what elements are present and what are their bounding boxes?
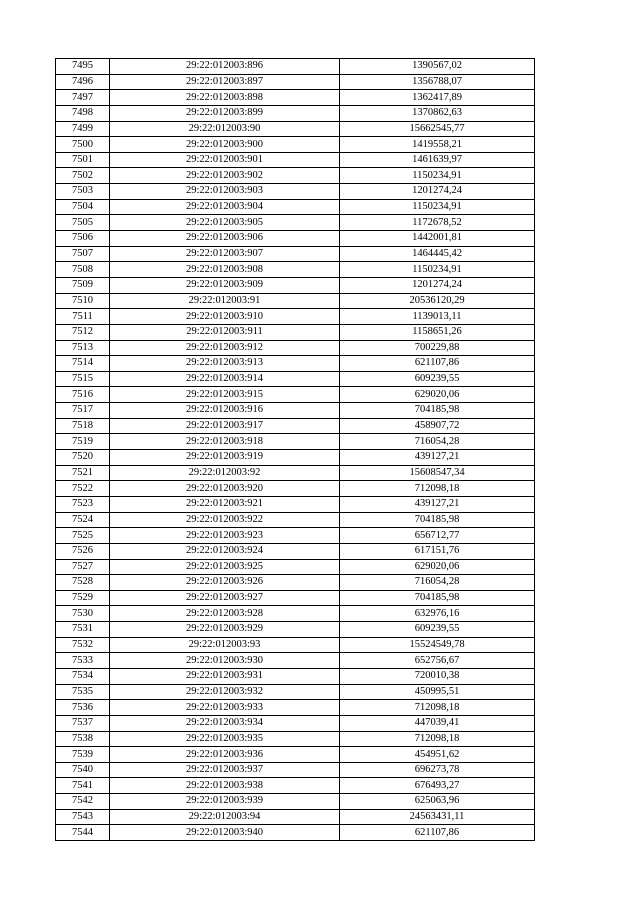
value-cell: 700229,88 xyxy=(340,340,535,356)
value-cell: 712098,18 xyxy=(340,481,535,497)
cadastral-number-cell: 29:22:012003:937 xyxy=(110,762,340,778)
value-cell: 629020,06 xyxy=(340,387,535,403)
table-row xyxy=(56,637,535,653)
cadastral-number-cell: 29:22:012003:898 xyxy=(110,90,340,106)
cadastral-number-cell: 29:22:012003:900 xyxy=(110,137,340,153)
value-cell: 439127,21 xyxy=(340,496,535,512)
value-cell: 1442001,81 xyxy=(340,231,535,247)
cadastral-number-cell: 29:22:012003:93 xyxy=(110,637,340,653)
table-row xyxy=(56,747,535,763)
table-row xyxy=(56,340,535,356)
value-cell: 24563431,11 xyxy=(340,809,535,825)
value-cell: 704185,98 xyxy=(340,403,535,419)
table-row xyxy=(56,199,535,215)
row-number-cell: 7506 xyxy=(56,231,110,247)
table-row xyxy=(56,528,535,544)
cadastral-number-cell: 29:22:012003:902 xyxy=(110,168,340,184)
cadastral-number-cell: 29:22:012003:933 xyxy=(110,700,340,716)
value-cell: 1158651,26 xyxy=(340,324,535,340)
row-number-cell: 7495 xyxy=(56,59,110,75)
cadastral-number-cell: 29:22:012003:929 xyxy=(110,622,340,638)
cadastral-number-cell: 29:22:012003:924 xyxy=(110,543,340,559)
table-row xyxy=(56,262,535,278)
cadastral-number-cell: 29:22:012003:906 xyxy=(110,231,340,247)
table-row xyxy=(56,496,535,512)
row-number-cell: 7537 xyxy=(56,715,110,731)
row-number-cell: 7529 xyxy=(56,590,110,606)
row-number-cell: 7535 xyxy=(56,684,110,700)
row-number-cell: 7505 xyxy=(56,215,110,231)
cadastral-number-cell: 29:22:012003:915 xyxy=(110,387,340,403)
row-number-cell: 7497 xyxy=(56,90,110,106)
table-row xyxy=(56,168,535,184)
row-number-cell: 7503 xyxy=(56,184,110,200)
table-row xyxy=(56,418,535,434)
row-number-cell: 7521 xyxy=(56,465,110,481)
table-row xyxy=(56,762,535,778)
value-cell: 1201274,24 xyxy=(340,277,535,293)
cadastral-number-cell: 29:22:012003:921 xyxy=(110,496,340,512)
row-number-cell: 7500 xyxy=(56,137,110,153)
cadastral-number-cell: 29:22:012003:908 xyxy=(110,262,340,278)
row-number-cell: 7534 xyxy=(56,668,110,684)
row-number-cell: 7523 xyxy=(56,496,110,512)
value-cell: 1201274,24 xyxy=(340,184,535,200)
cadastral-number-cell: 29:22:012003:91 xyxy=(110,293,340,309)
row-number-cell: 7538 xyxy=(56,731,110,747)
row-number-cell: 7526 xyxy=(56,543,110,559)
row-number-cell: 7532 xyxy=(56,637,110,653)
table-row xyxy=(56,684,535,700)
cadastral-number-cell: 29:22:012003:939 xyxy=(110,794,340,810)
value-cell: 704185,98 xyxy=(340,590,535,606)
cadastral-number-cell: 29:22:012003:897 xyxy=(110,74,340,90)
row-number-cell: 7511 xyxy=(56,309,110,325)
value-cell: 20536120,29 xyxy=(340,293,535,309)
cadastral-number-cell: 29:22:012003:923 xyxy=(110,528,340,544)
table-row xyxy=(56,356,535,372)
value-cell: 1419558,21 xyxy=(340,137,535,153)
table-row xyxy=(56,465,535,481)
table-row xyxy=(56,105,535,121)
value-cell: 720010,38 xyxy=(340,668,535,684)
row-number-cell: 7525 xyxy=(56,528,110,544)
table-row xyxy=(56,121,535,137)
cadastral-number-cell: 29:22:012003:925 xyxy=(110,559,340,575)
row-number-cell: 7512 xyxy=(56,324,110,340)
table-row xyxy=(56,809,535,825)
value-cell: 1356788,07 xyxy=(340,74,535,90)
value-cell: 621107,86 xyxy=(340,825,535,841)
value-cell: 447039,41 xyxy=(340,715,535,731)
cadastral-number-cell: 29:22:012003:905 xyxy=(110,215,340,231)
value-cell: 1150234,91 xyxy=(340,262,535,278)
value-cell: 1464445,42 xyxy=(340,246,535,262)
value-cell: 676493,27 xyxy=(340,778,535,794)
row-number-cell: 7518 xyxy=(56,418,110,434)
table-row xyxy=(56,137,535,153)
row-number-cell: 7542 xyxy=(56,794,110,810)
value-cell: 454951,62 xyxy=(340,747,535,763)
cadastral-number-cell: 29:22:012003:909 xyxy=(110,277,340,293)
value-cell: 609239,55 xyxy=(340,622,535,638)
row-number-cell: 7533 xyxy=(56,653,110,669)
value-cell: 696273,78 xyxy=(340,762,535,778)
table-row xyxy=(56,387,535,403)
cadastral-number-cell: 29:22:012003:910 xyxy=(110,309,340,325)
cadastral-number-cell: 29:22:012003:938 xyxy=(110,778,340,794)
cadastral-number-cell: 29:22:012003:932 xyxy=(110,684,340,700)
value-cell: 716054,28 xyxy=(340,434,535,450)
row-number-cell: 7502 xyxy=(56,168,110,184)
table-row xyxy=(56,434,535,450)
value-cell: 652756,67 xyxy=(340,653,535,669)
row-number-cell: 7528 xyxy=(56,575,110,591)
table-body xyxy=(56,59,535,841)
cadastral-number-cell: 29:22:012003:940 xyxy=(110,825,340,841)
row-number-cell: 7508 xyxy=(56,262,110,278)
cadastral-number-cell: 29:22:012003:913 xyxy=(110,356,340,372)
value-cell: 629020,06 xyxy=(340,559,535,575)
value-cell: 716054,28 xyxy=(340,575,535,591)
table-row xyxy=(56,481,535,497)
cadastral-number-cell: 29:22:012003:922 xyxy=(110,512,340,528)
row-number-cell: 7544 xyxy=(56,825,110,841)
cadastral-number-cell: 29:22:012003:935 xyxy=(110,731,340,747)
cadastral-number-cell: 29:22:012003:928 xyxy=(110,606,340,622)
row-number-cell: 7540 xyxy=(56,762,110,778)
table-row xyxy=(56,543,535,559)
row-number-cell: 7496 xyxy=(56,74,110,90)
row-number-cell: 7539 xyxy=(56,747,110,763)
row-number-cell: 7513 xyxy=(56,340,110,356)
cadastral-number-cell: 29:22:012003:899 xyxy=(110,105,340,121)
table-row xyxy=(56,715,535,731)
row-number-cell: 7522 xyxy=(56,481,110,497)
value-cell: 656712,77 xyxy=(340,528,535,544)
row-number-cell: 7520 xyxy=(56,450,110,466)
value-cell: 1150234,91 xyxy=(340,199,535,215)
cadastral-number-cell: 29:22:012003:916 xyxy=(110,403,340,419)
value-cell: 632976,16 xyxy=(340,606,535,622)
value-cell: 15524549,78 xyxy=(340,637,535,653)
table-row xyxy=(56,309,535,325)
row-number-cell: 7517 xyxy=(56,403,110,419)
cadastral-number-cell: 29:22:012003:911 xyxy=(110,324,340,340)
cadastral-number-cell: 29:22:012003:912 xyxy=(110,340,340,356)
row-number-cell: 7514 xyxy=(56,356,110,372)
value-cell: 450995,51 xyxy=(340,684,535,700)
cadastral-number-cell: 29:22:012003:926 xyxy=(110,575,340,591)
row-number-cell: 7515 xyxy=(56,371,110,387)
table-row xyxy=(56,606,535,622)
cadastral-number-cell: 29:22:012003:917 xyxy=(110,418,340,434)
cadastral-number-cell: 29:22:012003:930 xyxy=(110,653,340,669)
value-cell: 15608547,34 xyxy=(340,465,535,481)
row-number-cell: 7501 xyxy=(56,152,110,168)
table-row xyxy=(56,825,535,841)
row-number-cell: 7516 xyxy=(56,387,110,403)
cadastral-number-cell: 29:22:012003:904 xyxy=(110,199,340,215)
cadastral-number-cell: 29:22:012003:896 xyxy=(110,59,340,75)
value-cell: 1390567,02 xyxy=(340,59,535,75)
table-row xyxy=(56,293,535,309)
cadastral-number-cell: 29:22:012003:934 xyxy=(110,715,340,731)
value-cell: 439127,21 xyxy=(340,450,535,466)
table-row xyxy=(56,277,535,293)
value-cell: 712098,18 xyxy=(340,731,535,747)
table-row xyxy=(56,700,535,716)
row-number-cell: 7507 xyxy=(56,246,110,262)
row-number-cell: 7499 xyxy=(56,121,110,137)
table-row xyxy=(56,668,535,684)
table-row xyxy=(56,184,535,200)
table-row xyxy=(56,512,535,528)
table-row xyxy=(56,231,535,247)
value-cell: 704185,98 xyxy=(340,512,535,528)
table-row xyxy=(56,246,535,262)
table-row xyxy=(56,90,535,106)
table-row xyxy=(56,653,535,669)
table-row xyxy=(56,371,535,387)
table-row xyxy=(56,731,535,747)
cadastral-number-cell: 29:22:012003:901 xyxy=(110,152,340,168)
row-number-cell: 7531 xyxy=(56,622,110,638)
row-number-cell: 7527 xyxy=(56,559,110,575)
cadastral-number-cell: 29:22:012003:90 xyxy=(110,121,340,137)
cadastral-number-cell: 29:22:012003:918 xyxy=(110,434,340,450)
table-row xyxy=(56,324,535,340)
table-row xyxy=(56,622,535,638)
value-cell: 617151,76 xyxy=(340,543,535,559)
value-cell: 1461639,97 xyxy=(340,152,535,168)
row-number-cell: 7541 xyxy=(56,778,110,794)
table-row xyxy=(56,59,535,75)
cadastral-number-cell: 29:22:012003:936 xyxy=(110,747,340,763)
value-cell: 621107,86 xyxy=(340,356,535,372)
table-row xyxy=(56,590,535,606)
value-cell: 458907,72 xyxy=(340,418,535,434)
value-cell: 15662545,77 xyxy=(340,121,535,137)
value-cell: 1139013,11 xyxy=(340,309,535,325)
value-cell: 609239,55 xyxy=(340,371,535,387)
row-number-cell: 7510 xyxy=(56,293,110,309)
cadastral-number-cell: 29:22:012003:927 xyxy=(110,590,340,606)
cadastral-number-cell: 29:22:012003:920 xyxy=(110,481,340,497)
table-row xyxy=(56,403,535,419)
cadastral-number-cell: 29:22:012003:914 xyxy=(110,371,340,387)
table-row xyxy=(56,778,535,794)
table-row xyxy=(56,152,535,168)
cadastral-number-cell: 29:22:012003:94 xyxy=(110,809,340,825)
value-cell: 712098,18 xyxy=(340,700,535,716)
cadastral-number-cell: 29:22:012003:903 xyxy=(110,184,340,200)
cadastral-number-cell: 29:22:012003:931 xyxy=(110,668,340,684)
row-number-cell: 7530 xyxy=(56,606,110,622)
value-cell: 1172678,52 xyxy=(340,215,535,231)
row-number-cell: 7504 xyxy=(56,199,110,215)
row-number-cell: 7536 xyxy=(56,700,110,716)
table-row xyxy=(56,575,535,591)
table-row xyxy=(56,794,535,810)
table-row xyxy=(56,559,535,575)
cadastral-number-cell: 29:22:012003:919 xyxy=(110,450,340,466)
row-number-cell: 7509 xyxy=(56,277,110,293)
table-row xyxy=(56,215,535,231)
row-number-cell: 7543 xyxy=(56,809,110,825)
value-cell: 1370862,63 xyxy=(340,105,535,121)
row-number-cell: 7498 xyxy=(56,105,110,121)
value-cell: 1362417,89 xyxy=(340,90,535,106)
table-row xyxy=(56,74,535,90)
row-number-cell: 7519 xyxy=(56,434,110,450)
row-number-cell: 7524 xyxy=(56,512,110,528)
cadastral-number-cell: 29:22:012003:92 xyxy=(110,465,340,481)
cadastral-number-cell: 29:22:012003:907 xyxy=(110,246,340,262)
value-cell: 625063,96 xyxy=(340,794,535,810)
cadastral-value-table xyxy=(55,58,535,841)
table-row xyxy=(56,450,535,466)
value-cell: 1150234,91 xyxy=(340,168,535,184)
